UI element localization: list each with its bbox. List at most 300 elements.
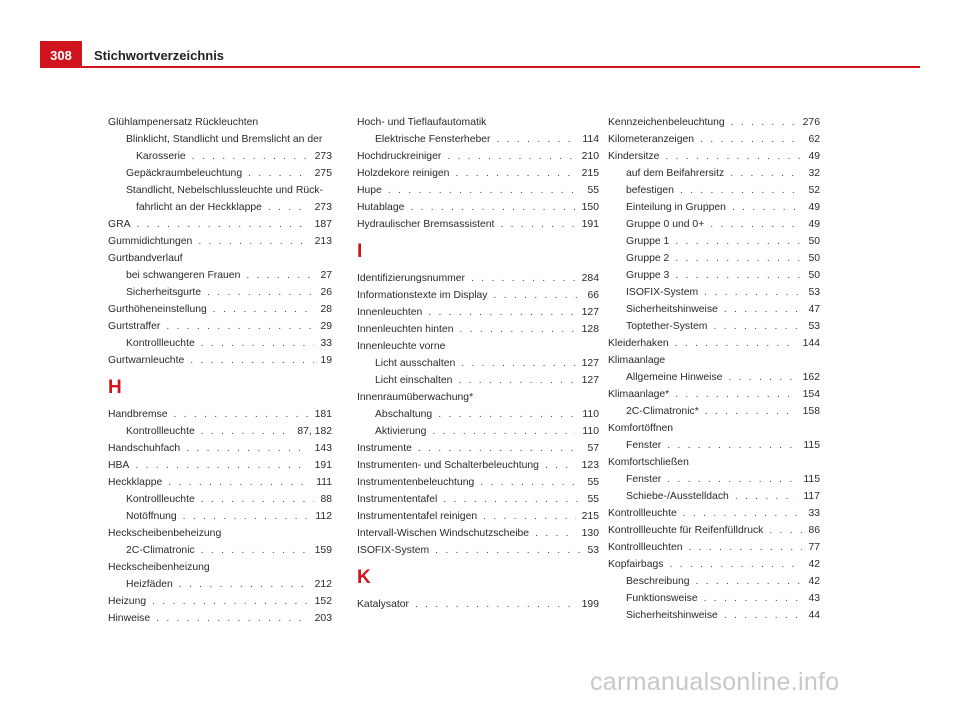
entry-term: Gruppe 2 [626, 253, 670, 264]
dot-leader [410, 199, 575, 216]
dot-leader [166, 318, 314, 335]
dot-leader [201, 491, 315, 508]
entry-page: 66 [587, 290, 599, 301]
index-entry [608, 590, 820, 607]
index-heading [608, 352, 820, 369]
index-entry [357, 199, 599, 216]
dot-leader [388, 182, 582, 199]
entry-term: Kontrollleuchten [608, 542, 683, 553]
entry-term: Klimaanlage [608, 355, 666, 366]
entry-term: Sicherheitsgurte [126, 287, 202, 298]
entry-page: 77 [808, 542, 820, 553]
dot-leader [705, 403, 797, 420]
entry-term: Hydraulischer Bremsassistent [357, 219, 495, 230]
dot-leader [201, 423, 292, 440]
index-entry [357, 321, 599, 338]
entry-term: Toptether-System [626, 321, 708, 332]
entry-page: 127 [581, 358, 599, 369]
index-entry [608, 250, 820, 267]
entry-term: Intervall-Wischen Windschutzscheibe [357, 528, 530, 539]
entry-page: 152 [314, 596, 332, 607]
entry-page: 213 [314, 236, 332, 247]
dot-leader [683, 505, 803, 522]
index-entry [357, 216, 599, 233]
index-entry [357, 457, 599, 474]
entry-term: Gurtwarnleuchte [108, 355, 185, 366]
entry-term: Sicherheitshinweise [626, 610, 718, 621]
entry-term: Informationstexte im Display [357, 290, 488, 301]
dot-leader [201, 335, 315, 352]
entry-term: Karosserie [136, 151, 186, 162]
entry-term: Gurtbandverlauf [108, 253, 183, 264]
entry-term: Blinklicht, Standlicht und Bremslicht an der [126, 134, 323, 145]
dot-leader [731, 114, 797, 131]
entry-page: 284 [581, 273, 599, 284]
index-entry [608, 437, 820, 454]
entry-page: 27 [320, 270, 332, 281]
dot-leader [447, 148, 575, 165]
index-entry [357, 148, 599, 165]
entry-page: 49 [808, 202, 820, 213]
entry-page: 50 [808, 253, 820, 264]
index-heading [108, 114, 332, 131]
entry-page: 114 [582, 134, 599, 145]
index-entry [608, 216, 820, 233]
entry-term: Heckscheibenheizung [108, 562, 210, 573]
entry-page: 187 [314, 219, 332, 230]
entry-term: Innenleuchten hinten [357, 324, 454, 335]
dot-leader [769, 522, 802, 539]
entry-page: 28 [320, 304, 332, 315]
entry-term: Funktionsweise [626, 593, 698, 604]
index-entry [357, 474, 599, 491]
index-entry [608, 403, 820, 420]
dot-leader [455, 165, 575, 182]
dot-leader [724, 301, 803, 318]
dot-leader [201, 542, 309, 559]
entry-term: Hinweise [108, 613, 151, 624]
index-entry [608, 488, 820, 505]
index-entry [608, 131, 820, 148]
index-entry [108, 165, 332, 182]
entry-page: 203 [314, 613, 332, 624]
entry-page: 117 [803, 491, 820, 502]
index-entry [108, 233, 332, 250]
entry-page: 47 [808, 304, 820, 315]
dot-leader [207, 284, 314, 301]
entry-term: Allgemeine Hinweise [626, 372, 723, 383]
entry-page: 127 [581, 307, 599, 318]
entry-term: Heckscheibenbeheizung [108, 528, 222, 539]
dot-leader [198, 233, 308, 250]
entry-page: 199 [581, 599, 599, 610]
dot-leader [415, 596, 576, 613]
index-entry [357, 304, 599, 321]
dot-leader [675, 233, 802, 250]
dot-leader [675, 250, 802, 267]
index-entry [108, 148, 332, 165]
entry-page: 55 [587, 477, 599, 488]
entry-term: Fenster [626, 440, 662, 451]
index-column-2 [357, 114, 599, 613]
entry-page: 144 [802, 338, 820, 349]
dot-leader [183, 508, 310, 525]
entry-term: Gruppe 0 und 0+ [626, 219, 705, 230]
header-rule [40, 66, 920, 68]
dot-leader [268, 199, 309, 216]
entry-term: ISOFIX-System [357, 545, 430, 556]
entry-page: 191 [581, 219, 599, 230]
entry-term: Instrumente [357, 443, 412, 454]
entry-term: Klimaanlage* [608, 389, 670, 400]
entry-page: 128 [581, 324, 599, 335]
dot-leader [680, 182, 802, 199]
index-entry [608, 369, 820, 386]
index-entry [608, 318, 820, 335]
entry-term: Hochdruckreiniger [357, 151, 442, 162]
index-entry [108, 576, 332, 593]
entry-page: 112 [315, 511, 332, 522]
index-entry [608, 505, 820, 522]
dot-leader [665, 148, 802, 165]
entry-page: 150 [581, 202, 599, 213]
entry-page: 19 [320, 355, 332, 366]
index-entry [357, 131, 599, 148]
index-heading [108, 182, 332, 199]
index-entry [108, 406, 332, 423]
entry-term: Innenleuchte vorne [357, 341, 446, 352]
entry-page: 50 [808, 236, 820, 247]
index-entry [357, 440, 599, 457]
entry-page: 53 [587, 545, 599, 556]
entry-page: 53 [808, 321, 820, 332]
entry-term: Kontrollleuchte [126, 426, 195, 437]
entry-page: 87, 182 [297, 426, 332, 437]
entry-term: Fenster [626, 474, 662, 485]
dot-leader [730, 165, 802, 182]
dot-leader [461, 355, 575, 372]
section-letter: I [357, 241, 363, 262]
dot-leader [710, 216, 802, 233]
index-entry [108, 352, 332, 369]
entry-page: 130 [581, 528, 599, 539]
dot-leader [432, 423, 576, 440]
entry-term: Kindersitze [608, 151, 660, 162]
entry-page: 57 [587, 443, 599, 454]
index-column-1 [108, 114, 332, 627]
entry-page: 111 [316, 477, 332, 488]
entry-term: Gruppe 3 [626, 270, 670, 281]
page-title: Stichwortverzeichnis [94, 48, 225, 63]
dot-leader [497, 131, 577, 148]
entry-term: Gurtstraffer [108, 321, 161, 332]
dot-leader [494, 287, 582, 304]
entry-term: Einteilung in Gruppen [626, 202, 726, 213]
index-entry [608, 607, 820, 624]
entry-term: Licht ausschalten [375, 358, 456, 369]
entry-page: 42 [808, 559, 820, 570]
entry-term: fahrlicht an der Heckklappe [136, 202, 262, 213]
entry-term: Holzdekore reinigen [357, 168, 450, 179]
index-entry [608, 335, 820, 352]
index-entry [608, 182, 820, 199]
dot-leader [152, 593, 309, 610]
entry-term: Hupe [357, 185, 382, 196]
dot-leader [545, 457, 576, 474]
entry-page: 49 [808, 219, 820, 230]
dot-leader [667, 471, 797, 488]
index-heading [357, 338, 599, 355]
dot-leader [179, 576, 309, 593]
entry-term: Elektrische Fensterheber [375, 134, 491, 145]
entry-term: HBA [108, 460, 130, 471]
index-heading [108, 250, 332, 267]
dot-leader [458, 372, 575, 389]
index-entry [108, 440, 332, 457]
dot-leader [137, 216, 309, 233]
entry-page: 88 [320, 494, 332, 505]
dot-leader [689, 539, 803, 556]
index-heading [608, 420, 820, 437]
dot-leader [186, 440, 308, 457]
entry-term: Identifizierungsnummer [357, 273, 465, 284]
entry-page: 42 [808, 576, 820, 587]
entry-term: Glühlampenersatz Rückleuchten [108, 117, 259, 128]
index-heading [357, 389, 599, 406]
dot-leader [443, 491, 581, 508]
entry-page: 110 [582, 426, 599, 437]
entry-term: Hutablage [357, 202, 405, 213]
entry-page: 55 [587, 185, 599, 196]
index-entry [108, 301, 332, 318]
dot-leader [669, 556, 802, 573]
entry-term: Handschuhfach [108, 443, 181, 454]
entry-page: 212 [314, 579, 332, 590]
dot-leader [704, 590, 803, 607]
index-entry [108, 491, 332, 508]
entry-term: Schiebe-/Ausstelldach [626, 491, 729, 502]
entry-term: Kontrollleuchte [126, 338, 195, 349]
index-entry [608, 522, 820, 539]
entry-term: Katalysator [357, 599, 409, 610]
entry-term: Gepäckraumbeleuchtung [126, 168, 243, 179]
index-entry [608, 148, 820, 165]
dot-leader [696, 573, 803, 590]
entry-term: Notöffnung [126, 511, 177, 522]
entry-term: Gruppe 1 [626, 236, 670, 247]
entry-page: 50 [808, 270, 820, 281]
dot-leader [728, 369, 796, 386]
index-entry [357, 508, 599, 525]
index-entry [608, 386, 820, 403]
entry-term: Sicherheitshinweise [626, 304, 718, 315]
entry-term: Komfortschließen [608, 457, 689, 468]
index-entry [108, 216, 332, 233]
entry-page: 273 [314, 202, 332, 213]
entry-page: 55 [587, 494, 599, 505]
dot-leader [246, 267, 314, 284]
index-entry [357, 372, 599, 389]
dot-leader [213, 301, 315, 318]
index-heading [357, 114, 599, 131]
entry-page: 215 [581, 168, 599, 179]
dot-leader [156, 610, 309, 627]
index-entry [608, 573, 820, 590]
index-column-3 [608, 114, 820, 624]
index-entry [108, 508, 332, 525]
index-entry [357, 406, 599, 423]
entry-term: 2C-Climatronic* [626, 406, 699, 417]
index-entry [608, 114, 820, 131]
index-entry [608, 539, 820, 556]
entry-term: Gurthöheneinstellung [108, 304, 207, 315]
entry-term: Kontrollleuchte [608, 508, 677, 519]
entry-term: Instrumententafel [357, 494, 438, 505]
index-entry [108, 542, 332, 559]
entry-term: Innenraumüberwachung* [357, 392, 474, 403]
dot-leader [500, 216, 575, 233]
entry-term: auf dem Beifahrersitz [626, 168, 725, 179]
entry-page: 123 [581, 460, 599, 471]
entry-term: Aktivierung [375, 426, 427, 437]
entry-term: Instrumenten- und Schalterbeleuchtung [357, 460, 539, 471]
entry-term: Heizung [108, 596, 147, 607]
entry-page: 53 [808, 287, 820, 298]
dot-leader [435, 542, 581, 559]
dot-leader [174, 406, 309, 423]
page-number: 308 [40, 41, 82, 68]
entry-page: 159 [314, 545, 332, 556]
dot-leader [675, 267, 802, 284]
dot-leader [667, 437, 797, 454]
index-heading [608, 454, 820, 471]
entry-page: 29 [320, 321, 332, 332]
entry-term: Handbremse [108, 409, 168, 420]
index-entry [108, 593, 332, 610]
dot-leader [483, 508, 576, 525]
entry-term: Kopfairbags [608, 559, 664, 570]
dot-leader [418, 440, 582, 457]
dot-leader [471, 270, 576, 287]
entry-term: Kontrollleuchte [126, 494, 195, 505]
entry-page: 33 [320, 338, 332, 349]
entry-page: 158 [802, 406, 820, 417]
entry-term: befestigen [626, 185, 674, 196]
section-letter: H [108, 377, 122, 398]
dot-leader [675, 386, 796, 403]
entry-page: 52 [808, 185, 820, 196]
entry-page: 181 [314, 409, 332, 420]
entry-term: Kilometeranzeigen [608, 134, 695, 145]
index-entry [108, 457, 332, 474]
entry-page: 32 [808, 168, 820, 179]
index-entry [357, 542, 599, 559]
entry-term: Standlicht, Nebelschlussleuchte und Rück- [126, 185, 323, 196]
entry-page: 154 [802, 389, 820, 400]
dot-leader [535, 525, 576, 542]
entry-term: Kennzeichenbeleuchtung [608, 117, 725, 128]
entry-page: 43 [808, 593, 820, 604]
index-entry [108, 284, 332, 301]
entry-page: 273 [314, 151, 332, 162]
entry-page: 33 [808, 508, 820, 519]
dot-leader [459, 321, 575, 338]
dot-leader [700, 131, 802, 148]
entry-term: Innenleuchten [357, 307, 423, 318]
index-entry [357, 423, 599, 440]
index-entry [608, 471, 820, 488]
index-entry [108, 335, 332, 352]
entry-term: Kontrollleuchte für Reifenfülldruck [608, 525, 764, 536]
index-heading [108, 559, 332, 576]
index-entry [608, 165, 820, 182]
dot-leader [428, 304, 575, 321]
entry-page: 127 [581, 375, 599, 386]
entry-term: Hoch- und Tieflaufautomatik [357, 117, 487, 128]
index-entry [108, 423, 332, 440]
index-entry [108, 610, 332, 627]
dot-leader [724, 607, 803, 624]
entry-term: Instrumententafel reinigen [357, 511, 478, 522]
index-heading [108, 131, 332, 148]
entry-page: 86 [808, 525, 820, 536]
dot-leader [438, 406, 576, 423]
index-entry [357, 270, 599, 287]
entry-page: 275 [314, 168, 332, 179]
index-entry [357, 596, 599, 613]
index-entry [357, 287, 599, 304]
entry-page: 26 [320, 287, 332, 298]
index-entry [108, 267, 332, 284]
index-entry [357, 165, 599, 182]
entry-page: 215 [581, 511, 599, 522]
dot-leader [735, 488, 798, 505]
entry-term: Abschaltung [375, 409, 433, 420]
entry-page: 162 [802, 372, 820, 383]
index-entry [108, 199, 332, 216]
index-entry [357, 491, 599, 508]
entry-term: ISOFIX-System [626, 287, 699, 298]
index-entry [608, 199, 820, 216]
entry-page: 210 [581, 151, 599, 162]
dot-leader [704, 284, 802, 301]
index-entry [108, 474, 332, 491]
watermark: carmanualsonline.info [590, 668, 840, 696]
entry-page: 191 [314, 460, 332, 471]
entry-page: 143 [314, 443, 332, 454]
index-entry [608, 301, 820, 318]
dot-leader [168, 474, 310, 491]
entry-page: 110 [582, 409, 599, 420]
dot-leader [190, 352, 314, 369]
entry-term: Licht einschalten [375, 375, 453, 386]
dot-leader [675, 335, 797, 352]
entry-term: Beschreibung [626, 576, 690, 587]
index-entry [608, 284, 820, 301]
section-letter: K [357, 567, 371, 588]
entry-page: 44 [808, 610, 820, 621]
index-entry [357, 355, 599, 372]
entry-page: 276 [802, 117, 820, 128]
entry-term: Kleiderhaken [608, 338, 669, 349]
dot-leader [192, 148, 309, 165]
index-heading [108, 525, 332, 542]
entry-term: Heckklappe [108, 477, 163, 488]
dot-leader [248, 165, 309, 182]
index-entry [608, 233, 820, 250]
entry-term: 2C-Climatronic [126, 545, 195, 556]
entry-page: 49 [808, 151, 820, 162]
